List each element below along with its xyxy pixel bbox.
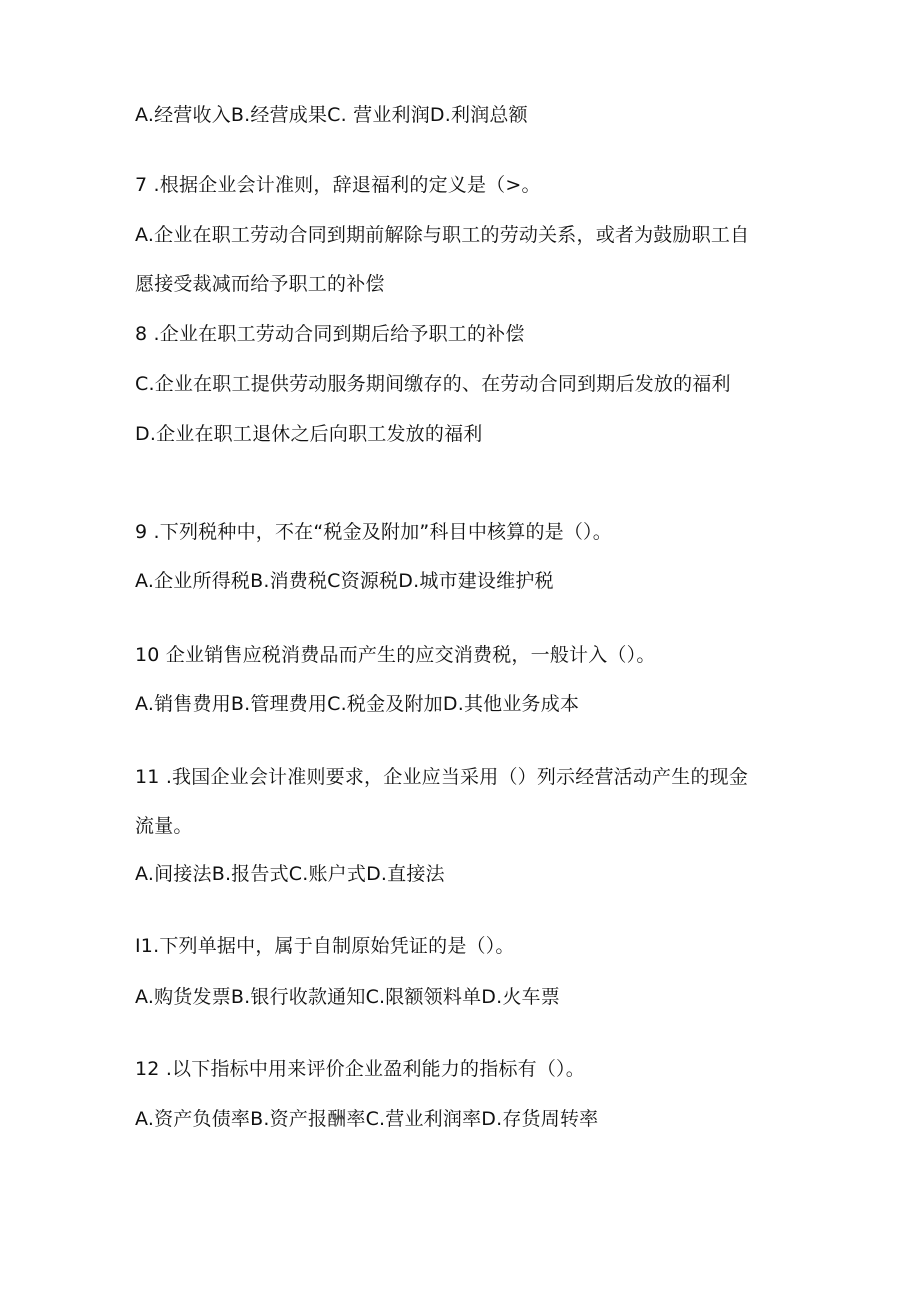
option-c: C.企业在职工提供劳动服务期间缴存的、在劳动合同到期后发放的福利 (135, 373, 731, 395)
question-12: 12 .以下指标中用来评价企业盈利能力的指标有（）。 (135, 1058, 585, 1080)
answer-options-i1: A.购货发票B.银行收款通知C.限额领料单D.火车票 (135, 986, 560, 1008)
question-9: 9 .下列税种中，不在“税金及附加”科目中核算的是（）。 (135, 521, 612, 543)
answer-options-6: A.经营收入B.经营成果C. 营业利润D.利润总额 (135, 104, 528, 126)
question-i1: I1.下列单据中，属于自制原始凭证的是（）。 (135, 935, 515, 957)
answer-options-12: A.资产负债率B.资产报酬率C.营业利润率D.存货周转率 (135, 1108, 599, 1130)
answer-options-11: A.间接法B.报告式C.账户式D.直接法 (135, 863, 445, 885)
question-10: 10 企业销售应税消费品而产生的应交消费税，一般计入（）。 (135, 644, 656, 666)
option-d: D.企业在职工退休之后向职工发放的福利 (135, 423, 483, 445)
answer-options-9: A.企业所得税B.消费税C资源税D.城市建设维护税 (135, 570, 554, 592)
option-7a-line-2: 愿接受裁减而给予职工的补偿 (135, 273, 385, 295)
question-7: 7 .根据企业会计准则，辞退福利的定义是（>。 (135, 174, 541, 196)
answer-options-10: A.销售费用B.管理费用C.税金及附加D.其他业务成本 (135, 693, 580, 715)
question-11-line-1: 11 .我国企业会计准则要求，企业应当采用（）列示经营活动产生的现金 (135, 766, 749, 788)
question-8: 8 .企业在职工劳动合同到期后给予职工的补偿 (135, 323, 525, 345)
option-7a-line-1: A.企业在职工劳动合同到期前解除与职工的劳动关系，或者为鼓励职工自 (135, 224, 750, 246)
question-11-line-2: 流量。 (135, 815, 193, 837)
